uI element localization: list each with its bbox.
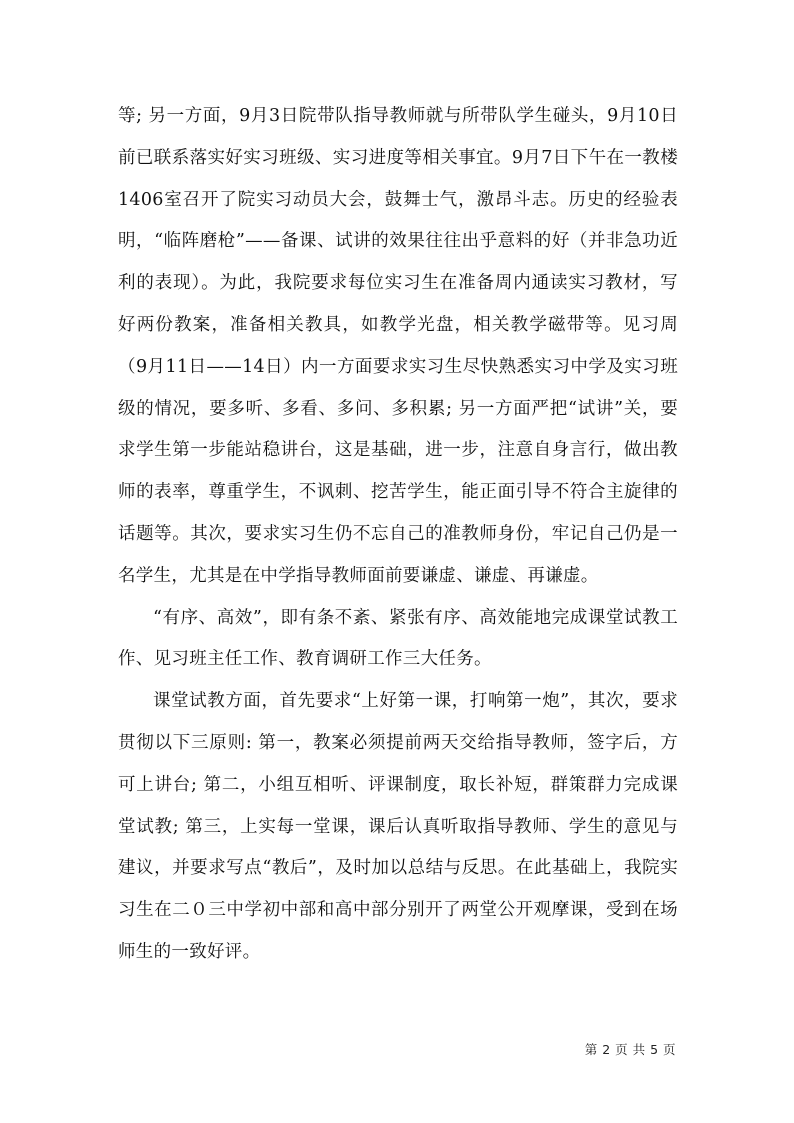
page-number-footer: 第 2 页 共 5 页 <box>584 1042 676 1057</box>
paragraph-2: “有序、高效”，即有条不紊、紧张有序、高效能地完成课堂试教工作、见习班主任工作、教育调研工作三大任务。 <box>118 607 678 670</box>
paragraph-1: 等; 另一方面，9月3日院带队指导教师就与所带队学生碰头，9月10日前已联系落实好实习班级、实习进度等相关事宜。9月7日下午在一教楼1406室召开了院实习动员大会，鼓舞士气，激昂斗志。历史的经验表明，“临阵磨枪”——备课、试讲的效果往往出乎意料的好（并非急功近利的表现）。为此，我院要求每位实习生在准备周内通读实习教材，写好两份教案，准备相关教具，如教学光盘，相关教学磁带等。见习周（9月11日——14日）内一方面要求实习生尽快熟悉实习中学及实习班级的情况，要多听、多看、多问、多积累; 另一方面严把“试讲”关，要求学生第一步能站稳讲台，这是基础，进一步，注意自身言行，做出教师的表率，尊重学生，不讽刺、挖苦学生，能正面引导不符合主旋律的话题等。其次，要求实习生仍不忘自己的准教师身份，牢记自己仍是一名学生，尤其是在中学指导教师面前要谦虚、谦虚、再谦虚。 <box>118 106 678 586</box>
paragraph-3: 课堂试教方面，首先要求“上好第一课，打响第一炮”，其次，要求贯彻以下三原则: 第一，教案必须提前两天交给指导教师，签字后，方可上讲台; 第二，小组互相听、评课制度，取长补短，群策群力完成课堂试教; 第三，上实每一堂课，课后认真听取指导教师、学生的意见与建议，并要求写点“教后”，及时加以总结与反思。在此基础上，我院实习生在二０三中学初中部和高中部分别开了两堂公开观摩课，受到在场师生的一致好评。 <box>118 691 678 962</box>
document-body <box>118 96 678 974</box>
